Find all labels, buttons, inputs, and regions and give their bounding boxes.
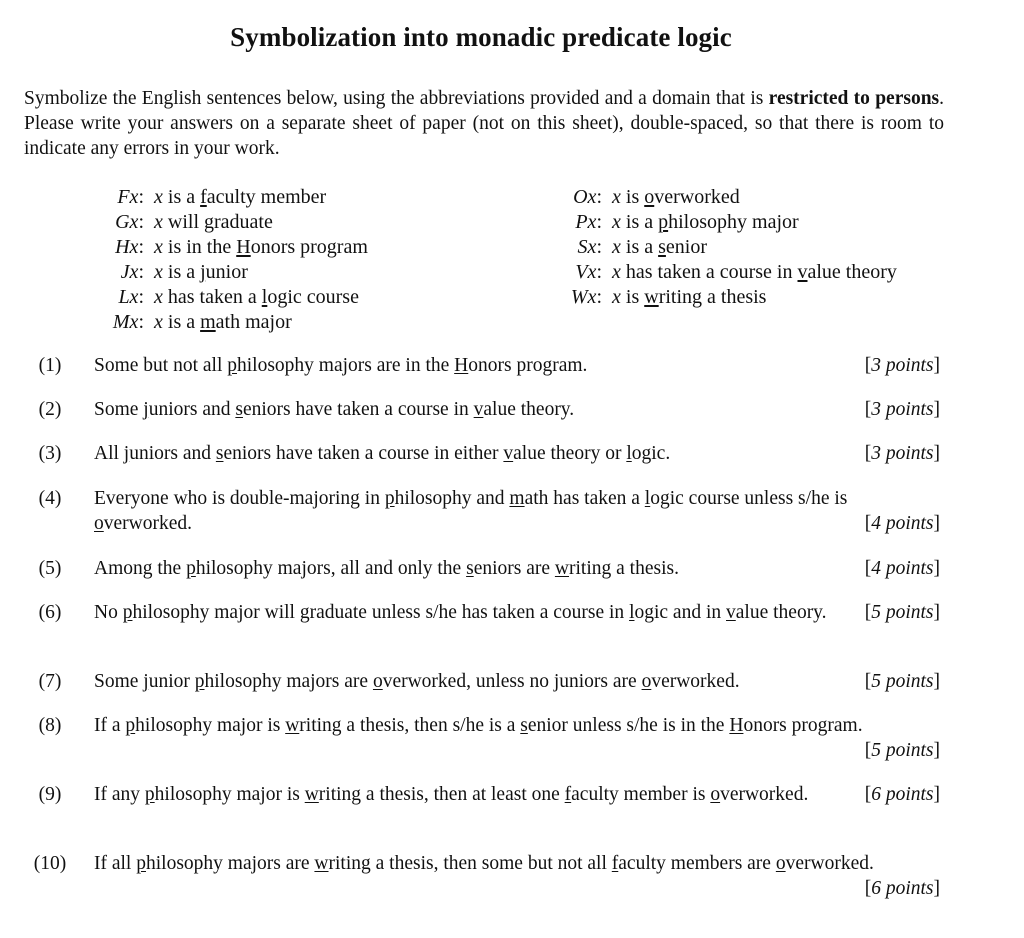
description-text: onors program (250, 236, 368, 258)
question-number: (5) (38, 558, 62, 579)
abbreviation-row (90, 210, 368, 235)
question-text-segment: ogic and in (634, 602, 727, 623)
question-text-segment: unior (148, 671, 195, 692)
predicate-symbol: Jx (120, 261, 139, 283)
variable: x (154, 311, 163, 333)
abbreviation-key (90, 185, 144, 210)
question-text-segment: riting a thesis, then some but not all (328, 853, 612, 874)
colon: : (596, 186, 602, 208)
variable: x (154, 236, 163, 258)
abbreviation-row (548, 235, 897, 260)
abbreviation-description (144, 210, 273, 235)
underlined-letter: p (194, 671, 205, 692)
points-value: 3 points (871, 399, 934, 420)
predicate-symbol: Gx (115, 211, 139, 233)
colon: : (596, 286, 602, 308)
description-text: is a (620, 211, 659, 233)
abbreviation-description (144, 285, 359, 310)
bracket: ] (933, 558, 940, 579)
bracket: ] (933, 513, 940, 534)
underlined-letter: p (384, 488, 395, 509)
underlined-letter: p (144, 784, 155, 805)
underlined-letter: l (644, 488, 651, 509)
question-text-segment: onors program. (468, 355, 588, 376)
points-value: 6 points (871, 878, 934, 899)
abbreviation-key (90, 260, 144, 285)
underlined-letter: p (186, 558, 196, 579)
bracket: ] (933, 671, 940, 692)
underlined-letter: w (285, 715, 300, 736)
points-value: 3 points (871, 443, 934, 464)
description-text: is a (162, 311, 201, 333)
question-number: (9) (38, 784, 62, 805)
description-text: is a (620, 236, 659, 258)
question-number: (8) (38, 715, 62, 736)
question-text-segment: Some (94, 671, 144, 692)
bracket: [ (864, 355, 872, 376)
points-label (865, 441, 940, 466)
bracket: [ (864, 399, 872, 420)
points-label (865, 353, 940, 378)
question-text-segment: All (94, 443, 124, 464)
underlined-letter: o (710, 784, 721, 805)
abbreviation-key (548, 185, 602, 210)
underlined-letter: s (520, 715, 528, 736)
underlined-letter: H (236, 236, 251, 258)
variable: x (612, 261, 621, 283)
underlined-letter: j (143, 671, 149, 692)
question-text-segment: Among the (94, 558, 187, 579)
question-text-segment: verworked. (103, 513, 193, 534)
bracket: [ (864, 513, 872, 534)
description-text: will (162, 211, 205, 233)
question-text-segment: enior unless s/he is in the (527, 715, 730, 736)
question-number: (3) (38, 443, 62, 464)
question-text-segment: alue theory or (513, 443, 627, 464)
description-text: alue theory (807, 261, 897, 283)
question-text (94, 851, 942, 876)
question-text-segment: uniors and (148, 399, 236, 420)
abbreviation-key (548, 260, 602, 285)
points-value: 4 points (871, 558, 934, 579)
underlined-letter: v (473, 399, 484, 420)
colon: : (138, 286, 144, 308)
underlined-letter: s (215, 443, 224, 464)
description-text: riting a thesis (658, 286, 767, 308)
abbreviation-list-right (548, 185, 897, 310)
variable: x (612, 186, 621, 208)
colon: : (138, 211, 144, 233)
abbreviation-key (90, 285, 144, 310)
underlined-letter: p (125, 715, 136, 736)
question-text-segment: uniors and (129, 443, 216, 464)
question-text-segment: hilosophy major is (135, 715, 286, 736)
abbreviation-description (602, 210, 799, 235)
abbreviation-description (144, 310, 292, 335)
instructions-text-2: . Please write your answers on a separate sheet of paper (not on this sheet), double-spaced, so that there is room to indicate any errors in your work. (24, 88, 944, 159)
points-value: 5 points (871, 602, 934, 623)
question-text-segment: alue theory. (735, 602, 827, 623)
variable: x (154, 186, 163, 208)
underlined-letter: j (143, 399, 149, 420)
description-text: raduate (214, 211, 273, 233)
question-text (94, 713, 942, 738)
points-label (865, 397, 940, 422)
description-text: has taken a course in (620, 261, 798, 283)
predicate-symbol: Fx (117, 186, 139, 208)
underlined-letter: v (503, 443, 514, 464)
abbreviation-key (548, 210, 602, 235)
predicate-symbol: Hx (115, 236, 139, 258)
predicate-symbol: Mx (112, 311, 139, 333)
question-text-segment: eniors are (473, 558, 555, 579)
predicate-symbol: Ox (573, 186, 597, 208)
underlined-letter: o (641, 671, 652, 692)
abbreviation-row (548, 260, 897, 285)
question-text-segment: hilosophy and (394, 488, 510, 509)
question-text-segment: hilosophy majors are (204, 671, 373, 692)
description-text: has taken a (162, 286, 262, 308)
abbreviation-row (548, 185, 897, 210)
underlined-letter: w (644, 286, 659, 308)
question-text-segment: hilosophy majors are in the (237, 355, 455, 376)
question-text-segment: If all (94, 853, 137, 874)
description-text: verworked (654, 186, 740, 208)
underlined-letter: w (304, 784, 319, 805)
abbreviation-row (90, 310, 368, 335)
points-value: 3 points (871, 355, 934, 376)
abbreviation-description (602, 260, 897, 285)
question-number: (6) (38, 602, 62, 623)
predicate-symbol: Vx (575, 261, 597, 283)
points-label (865, 600, 940, 625)
bracket: [ (864, 878, 872, 899)
bracket: ] (933, 399, 940, 420)
points-value: 4 points (871, 513, 934, 534)
predicate-symbol: Sx (577, 236, 597, 258)
description-text: is a (162, 186, 201, 208)
points-label (865, 669, 940, 694)
question-text-segment: hilosophy major will graduate unless s/he has taken a course in (132, 602, 630, 623)
abbreviation-row (90, 260, 368, 285)
question-text-segment: alue theory. (483, 399, 575, 420)
underlined-letter: s (658, 236, 666, 258)
question-text-segment: aculty members are (618, 853, 776, 874)
colon: : (138, 236, 144, 258)
question-number: (2) (38, 399, 62, 420)
instructions-bold: restricted to persons (768, 88, 940, 109)
question-text (94, 441, 942, 466)
underlined-letter: o (372, 671, 383, 692)
description-text: enior (665, 236, 707, 258)
underlined-letter: p (136, 853, 146, 874)
question-text-segment: eniors have taken a course in either (223, 443, 504, 464)
abbreviation-row (548, 285, 897, 310)
abbreviation-description (144, 260, 248, 285)
underlined-letter: m (200, 311, 216, 333)
underlined-letter: f (564, 784, 572, 805)
question-text-segment: verworked. (785, 853, 874, 874)
underlined-letter: w (314, 853, 329, 874)
abbreviation-row (90, 285, 368, 310)
points-label (865, 556, 940, 581)
question-text (94, 669, 942, 694)
points-value: 5 points (871, 671, 934, 692)
question-text-segment: verworked. (651, 671, 740, 692)
question-text-segment: verworked, unless no juniors are (382, 671, 642, 692)
bracket: [ (864, 443, 872, 464)
description-text: is (620, 286, 645, 308)
question-text-segment: ogic course unless s/he is (650, 488, 848, 509)
bracket: [ (864, 558, 872, 579)
bracket: ] (933, 443, 940, 464)
underlined-letter: s (466, 558, 474, 579)
question-text (94, 486, 942, 536)
predicate-symbol: Wx (570, 286, 597, 308)
description-text: hilosophy major (668, 211, 799, 233)
underlined-letter: m (509, 488, 525, 509)
underlined-letter: j (200, 261, 206, 283)
question-text-segment: If any (94, 784, 145, 805)
abbreviation-list-left (90, 185, 368, 335)
variable: x (154, 261, 163, 283)
colon: : (138, 311, 144, 333)
underlined-letter: s (235, 399, 243, 420)
question-text-segment: hilosophy major is (154, 784, 305, 805)
underlined-letter: l (629, 602, 635, 623)
underlined-letter: f (200, 186, 207, 208)
colon: : (596, 211, 602, 233)
question-text-segment: riting a thesis. (569, 558, 679, 579)
bracket: ] (933, 602, 940, 623)
question-text-segment: Some but not all (94, 355, 228, 376)
underlined-letter: p (227, 355, 237, 376)
question-text-segment: ogic. (631, 443, 671, 464)
points-label (865, 511, 940, 536)
underlined-letter: j (123, 443, 130, 464)
question-text-segment: hilosophy majors are (145, 853, 315, 874)
abbreviation-key (90, 310, 144, 335)
underlined-letter: g (204, 211, 215, 233)
abbreviation-key (90, 210, 144, 235)
question-text (94, 353, 942, 378)
predicate-symbol: Lx (118, 286, 139, 308)
abbreviation-key (548, 285, 602, 310)
colon: : (138, 186, 144, 208)
underlined-letter: l (261, 286, 268, 308)
description-text: ogic course (267, 286, 359, 308)
instructions (24, 86, 944, 161)
abbreviation-key (90, 235, 144, 260)
question-number: (10) (33, 853, 67, 874)
underlined-letter: H (454, 355, 469, 376)
underlined-letter: v (797, 261, 808, 283)
description-text: is (620, 186, 645, 208)
variable: x (612, 211, 621, 233)
question-text-segment: eniors have taken a course in (242, 399, 474, 420)
points-value: 6 points (871, 784, 934, 805)
variable: x (612, 236, 621, 258)
abbreviation-description (602, 185, 740, 210)
underlined-letter: o (644, 186, 655, 208)
description-text: unior (205, 261, 248, 283)
abbreviation-description (602, 235, 707, 260)
bracket: [ (864, 671, 872, 692)
question-text-segment: riting a thesis, then s/he is a (299, 715, 521, 736)
underlined-letter: o (775, 853, 786, 874)
underlined-letter: v (726, 602, 736, 623)
question-number: (1) (38, 355, 62, 376)
abbreviation-key (548, 235, 602, 260)
points-label (865, 876, 940, 901)
question-text (94, 600, 942, 625)
question-text (94, 556, 942, 581)
question-text (94, 397, 942, 422)
instructions-text-1: Symbolize the English sentences below, using the abbreviations provided and a domain that is (24, 88, 769, 109)
abbreviation-description (144, 185, 326, 210)
question-text-segment: hilosophy majors, all and only the (195, 558, 467, 579)
description-text: ath major (215, 311, 292, 333)
question-text-segment: ath has taken a (524, 488, 645, 509)
bracket: [ (864, 602, 872, 623)
description-text: is a (162, 261, 201, 283)
points-value: 5 points (871, 740, 934, 761)
bracket: [ (864, 784, 872, 805)
page-title: Symbolization into monadic predicate logic (230, 22, 732, 52)
question-text-segment: Some (94, 399, 144, 420)
question-number: (7) (38, 671, 62, 692)
question-text-segment: aculty member is (571, 784, 711, 805)
question-text-segment: If a (94, 715, 126, 736)
variable: x (612, 286, 621, 308)
bracket: ] (933, 740, 940, 761)
question-text-segment: Everyone who is double-majoring in (94, 488, 385, 509)
bracket: [ (864, 740, 872, 761)
underlined-letter: w (554, 558, 569, 579)
question-text-segment: verworked. (720, 784, 809, 805)
question-text (94, 782, 942, 807)
bracket: ] (933, 784, 940, 805)
points-label (865, 738, 940, 763)
abbreviation-row (90, 185, 368, 210)
predicate-symbol: Px (575, 211, 597, 233)
variable: x (154, 286, 163, 308)
bracket: ] (933, 355, 940, 376)
underlined-letter: p (122, 602, 133, 623)
underlined-letter: H (729, 715, 744, 736)
underlined-letter: o (94, 513, 104, 534)
colon: : (596, 261, 602, 283)
abbreviation-description (602, 285, 766, 310)
colon: : (596, 236, 602, 258)
description-text: aculty member (206, 186, 327, 208)
underlined-letter: f (611, 853, 619, 874)
question-text-segment: No (94, 602, 123, 623)
bracket: ] (933, 878, 940, 899)
underlined-letter: p (658, 211, 669, 233)
description-text: is in the (162, 236, 237, 258)
question-text-segment: onors program. (743, 715, 863, 736)
colon: : (138, 261, 144, 283)
question-number: (4) (38, 488, 62, 509)
abbreviation-description (144, 235, 368, 260)
abbreviation-row (548, 210, 897, 235)
variable: x (154, 211, 163, 233)
abbreviation-row (90, 235, 368, 260)
underlined-letter: l (626, 443, 632, 464)
points-label (865, 782, 940, 807)
question-text-segment: riting a thesis, then at least one (318, 784, 565, 805)
